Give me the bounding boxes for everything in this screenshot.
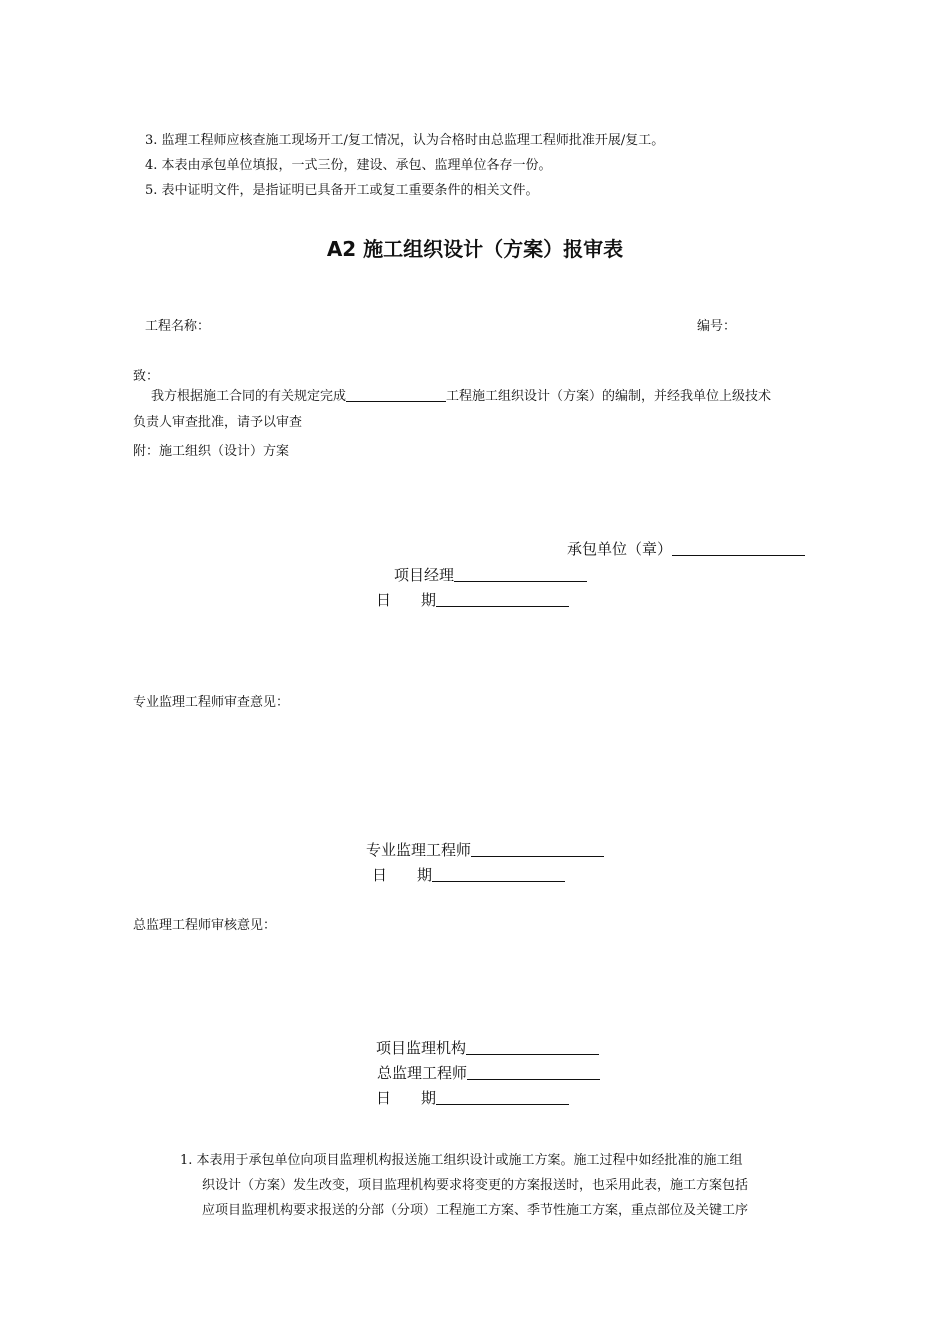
date-signature-1: 日 期 xyxy=(376,589,569,610)
engineer-opinion-label: 专业监理工程师审查意见： xyxy=(133,695,290,710)
org-blank[interactable] xyxy=(466,1039,599,1055)
to-label: 致： xyxy=(133,369,160,384)
engineer-blank[interactable] xyxy=(471,841,604,857)
page-title: A2 施工组织设计（方案）报审表 xyxy=(326,237,624,261)
note-5: 5. 表中证明文件，是指证明已具备开工或复工重要条件的相关文件。 xyxy=(145,183,539,198)
chief-signature: 总监理工程师 xyxy=(377,1062,600,1083)
date-blank-3[interactable] xyxy=(436,1089,569,1105)
body-line-2: 负责人审查批准，请予以审查 xyxy=(133,415,303,430)
chief-blank[interactable] xyxy=(467,1064,600,1080)
note-4: 4. 本表由承包单位填报，一式三份，建设、承包、监理单位各存一份。 xyxy=(145,158,552,173)
body-line-1: 我方根据施工合同的有关规定完成 工程施工组织设计（方案）的编制，并经我单位上级技术 xyxy=(151,389,772,404)
contractor-signature: 承包单位（章） xyxy=(567,538,805,559)
contractor-blank[interactable] xyxy=(672,540,805,556)
attachment-line: 附：施工组织（设计）方案 xyxy=(133,444,290,459)
body-paragraph xyxy=(133,384,843,436)
note-3: 3. 监理工程师应核查施工现场开工/复工情况，认为合格时由总监理工程师批准开展/复工。 xyxy=(145,133,665,148)
pm-signature: 项目经理 xyxy=(394,564,587,585)
bottom-note-line-1: 1. 本表用于承包单位向项目监理机构报送施工组织设计或施工方案。施工过程中如经批准的施工组 xyxy=(180,1153,743,1168)
date-signature-2: 日 期 xyxy=(372,864,565,885)
date-blank-1[interactable] xyxy=(436,591,569,607)
bottom-note-line-3: 应项目监理机构要求报送的分部（分项）工程施工方案、季节性施工方案，重点部位及关键工序 xyxy=(202,1203,749,1218)
project-name-label: 工程名称： xyxy=(145,319,211,334)
date-blank-2[interactable] xyxy=(432,866,565,882)
bottom-note-line-2: 织设计（方案）发生改变，项目监理机构要求将变更的方案报送时，也采用此表，施工方案包括 xyxy=(202,1178,749,1193)
number-label: 编号： xyxy=(697,319,737,334)
chief-opinion-label: 总监理工程师审核意见： xyxy=(133,918,277,933)
pm-blank[interactable] xyxy=(454,566,587,582)
engineer-signature: 专业监理工程师 xyxy=(366,839,604,860)
project-name-blank[interactable] xyxy=(346,388,446,402)
date-signature-3: 日 期 xyxy=(376,1087,569,1108)
org-signature: 项目监理机构 xyxy=(376,1037,599,1058)
